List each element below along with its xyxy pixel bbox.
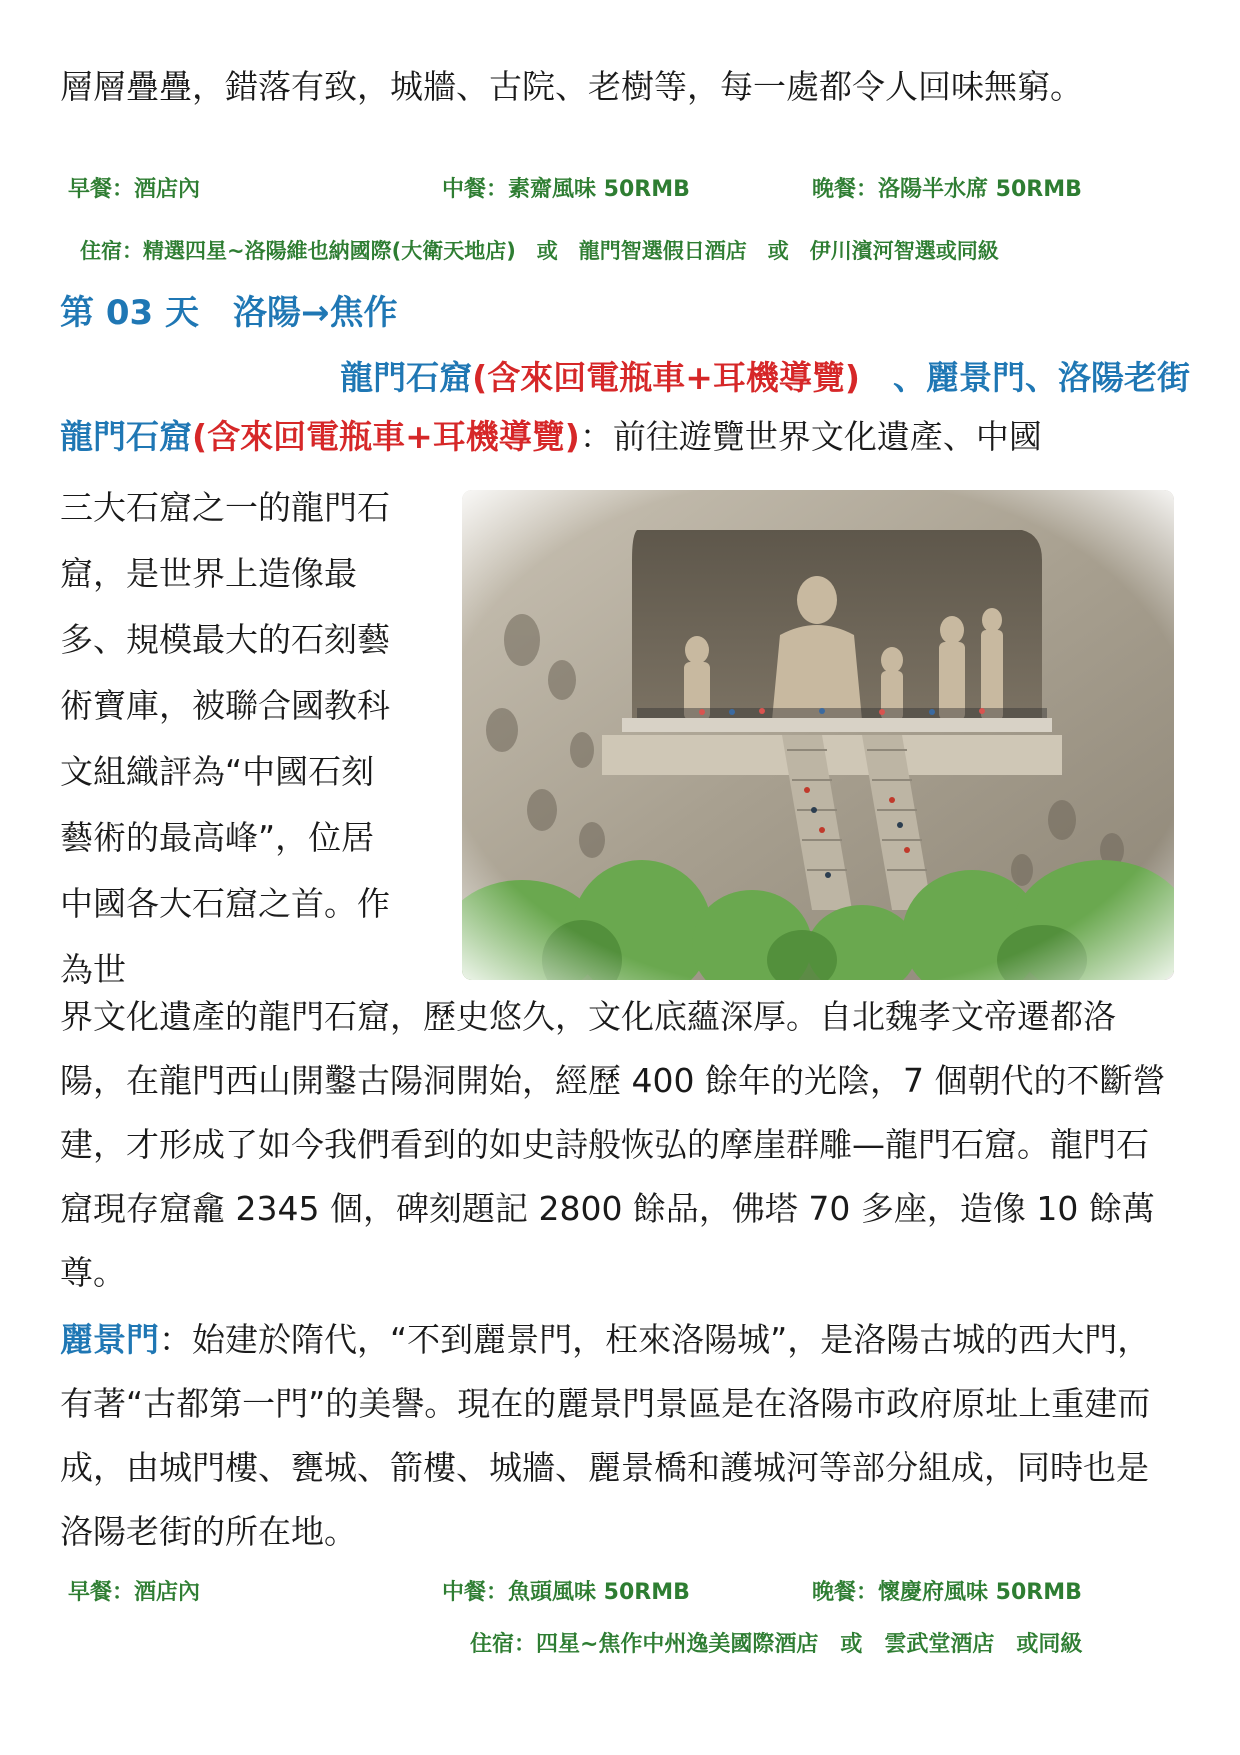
longmen-photo-illustration (462, 490, 1174, 980)
day3-highlights (340, 352, 1190, 399)
longmen-first-line-text: ：前往遊覽世界文化遺產、中國 (579, 417, 1042, 456)
longmen-wrap-text: 三大石窟之一的龍門石窟，是世界上造像最多、規模最大的石刻藝術寶庫，被聯合國教科文組織評為“中國石刻藝術的最高峰”，位居中國各大石窟之首。作為世 (60, 488, 390, 989)
longmen-grottoes-photo (462, 490, 1174, 980)
highlight-longmen: 龍門石窟 (340, 358, 473, 397)
lijingmen-text: ：始建於隋代，“不到麗景門，枉來洛陽城”，是洛陽古城的西大門，有著“古都第一門”的美譽。現在的麗景門景區是在洛陽市政府原址上重建而成，由城門樓、甕城、箭樓、城牆、麗景橋和護城河等部分組成，同時也是洛陽老街的所在地。 (60, 1320, 1151, 1551)
day2-hotel: 住宿：精選四星~洛陽維也納國際(大衛天地店) 或 龍門智選假日酒店 或 伊川濱河智選或同級 (80, 239, 999, 263)
intro-paragraph: 層層疊疊，錯落有致，城牆、古院、老樹等，每一處都令人回味無窮。 (60, 67, 1083, 106)
day3-title: 第 03 天 洛陽→焦作 (60, 293, 398, 333)
day2-lunch: 中餐：素齋風味 50RMB (442, 177, 690, 202)
day2-dinner: 晚餐：洛陽半水席 50RMB (812, 177, 1082, 202)
day3-breakfast: 早餐：酒店內 (68, 1580, 201, 1605)
highlight-longmen-note: (含來回電瓶車+耳機導覽) (472, 358, 860, 397)
highlight-others: 、麗景門、洛陽老街 (860, 358, 1190, 397)
longmen-continued-text: 界文化遺產的龍門石窟，歷史悠久，文化底蘊深厚。自北魏孝文帝遷都洛陽，在龍門西山開鑿古陽洞開始，經歷 400 餘年的光陰，7 個朝代的不斷營建，才形成了如今我們看到的如史詩般恢弘的摩崖群雕—龍門石窟。龍門石窟現存窟龕 2345 個，碑刻題記 2800 餘品，佛塔 70 多座，造像 10 餘萬尊。 (60, 997, 1166, 1292)
day3-dinner: 晚餐：懷慶府風味 50RMB (812, 1580, 1082, 1605)
longmen-label-note: (含來回電瓶車+耳機導覽) (192, 417, 580, 456)
day3-lunch: 中餐：魚頭風味 50RMB (442, 1580, 690, 1605)
longmen-first-line (60, 405, 1180, 469)
day3-hotel: 住宿：四星~焦作中州逸美國際酒店 或 雲武堂酒店 或同級 (470, 1632, 1083, 1657)
day2-breakfast: 早餐：酒店內 (68, 177, 201, 202)
lijingmen-paragraph (60, 1308, 1180, 1564)
lijingmen-label: 麗景門 (60, 1320, 159, 1359)
longmen-label: 龍門石窟 (60, 417, 192, 456)
